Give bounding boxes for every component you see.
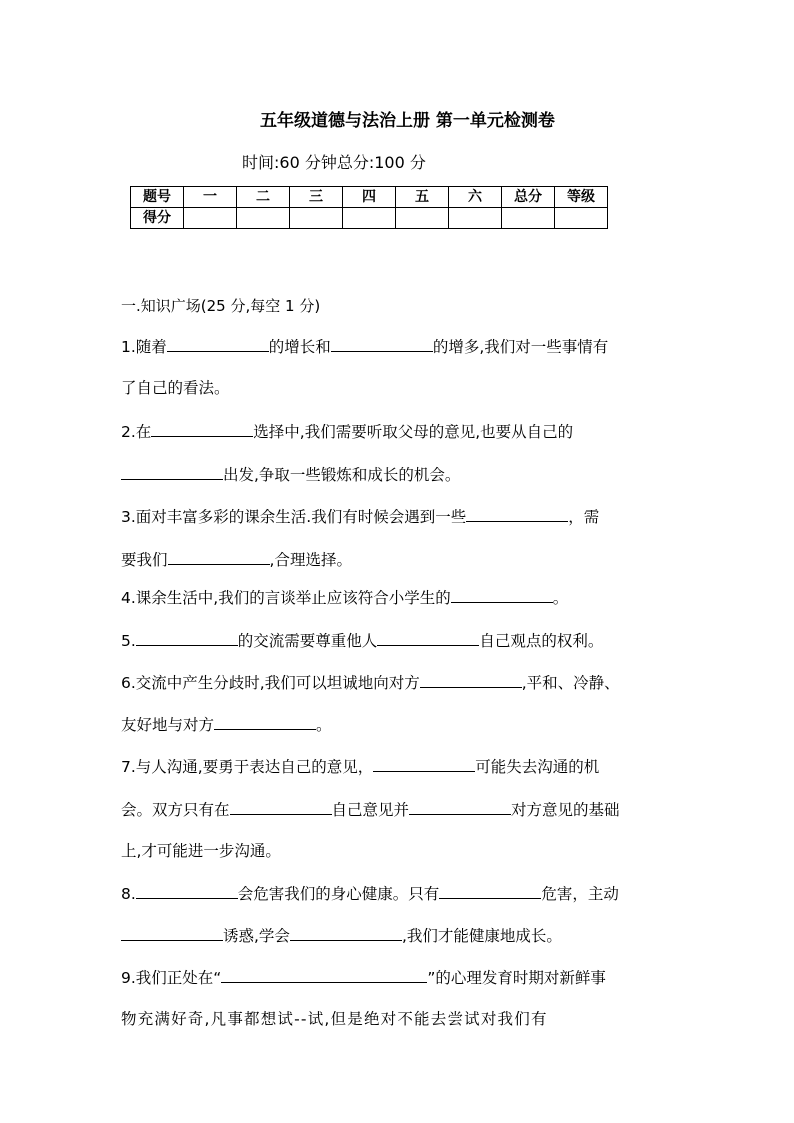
question-text: 选择中,我们需要听取父母的意见,也要从自己的 — [253, 423, 574, 441]
answer-blank[interactable] — [373, 753, 475, 772]
question-text: 自己意见并 — [331, 801, 410, 819]
question-1-line-1 — [121, 333, 677, 359]
question-text: 友好地与对方 — [121, 716, 215, 734]
question-text: 2.在 — [121, 423, 152, 441]
question-8-line-2 — [121, 922, 562, 948]
question-text: 8. — [121, 885, 136, 903]
question-text: 出发,争取一些锻炼和成长的机会。 — [223, 466, 461, 484]
score-table-header-cell: 二 — [237, 187, 290, 208]
score-table-header-cell: 总分 — [502, 187, 555, 208]
question-text: 物充满好奇,凡事都想试--试,但是绝对不能去尝试对我们有 — [121, 1010, 548, 1028]
score-cell[interactable] — [396, 208, 449, 229]
answer-blank[interactable] — [331, 333, 433, 352]
score-cell[interactable] — [555, 208, 608, 229]
question-text: 会危害我们的身心健康。只有 — [237, 885, 440, 903]
answer-blank[interactable] — [451, 584, 553, 603]
question-9-line-1 — [121, 964, 677, 990]
score-table — [130, 186, 608, 229]
question-text: 自己观点的权利。 — [479, 632, 604, 650]
question-text: 的增多,我们对一些事情有 — [432, 338, 609, 356]
score-cell[interactable] — [343, 208, 396, 229]
score-cell[interactable] — [184, 208, 237, 229]
question-5-line-1 — [121, 627, 603, 653]
score-table-header-cell: 四 — [343, 187, 396, 208]
question-text: ，需 — [568, 508, 600, 526]
question-9-line-2 — [121, 1006, 548, 1032]
answer-blank[interactable] — [377, 627, 479, 646]
question-text: 对方意见的基础 — [511, 801, 620, 819]
score-row-label: 得分 — [131, 208, 184, 229]
score-cell[interactable] — [449, 208, 502, 229]
score-table-header-cell: 等级 — [555, 187, 608, 208]
answer-blank[interactable] — [466, 503, 568, 522]
question-text: 3.面对丰富多彩的课余生活.我们有时候会遇到一些 — [121, 508, 467, 526]
score-cell[interactable] — [290, 208, 343, 229]
answer-blank[interactable] — [290, 922, 402, 941]
question-1-line-2 — [121, 375, 230, 401]
question-text: 7.与人沟通,要勇于表达自己的意见， — [121, 758, 374, 776]
question-4-line-1 — [121, 584, 568, 610]
score-cell[interactable] — [502, 208, 555, 229]
question-text: ,我们才能健康地成长。 — [401, 927, 562, 945]
answer-blank[interactable] — [214, 711, 316, 730]
question-6-line-2 — [121, 711, 332, 737]
question-7-line-3 — [121, 838, 281, 864]
question-text: 诱惑,学会 — [223, 927, 290, 945]
exam-info: 时间:60 分钟总分:100 分 — [242, 153, 426, 172]
question-text: 了自己的看法。 — [121, 379, 230, 397]
question-text: 9.我们正处在“ — [121, 969, 222, 987]
question-8-line-1 — [121, 880, 677, 906]
question-2-line-1 — [121, 418, 573, 444]
question-text: ,合理选择。 — [269, 551, 352, 569]
score-cell[interactable] — [237, 208, 290, 229]
answer-blank[interactable] — [121, 922, 223, 941]
answer-blank[interactable] — [121, 461, 223, 480]
score-table-header-cell: 五 — [396, 187, 449, 208]
answer-blank[interactable] — [136, 880, 238, 899]
question-text: 4.课余生活中,我们的言谈举止应该符合小学生的 — [121, 589, 451, 607]
question-text: 会。双方只有在 — [121, 801, 230, 819]
score-table-header-cell: 六 — [449, 187, 502, 208]
answer-blank[interactable] — [151, 418, 253, 437]
question-text: ”的心理发育时期对新鲜事 — [427, 969, 606, 987]
score-table-header-cell: 一 — [184, 187, 237, 208]
question-3-line-2 — [121, 546, 352, 572]
question-text: 6.交流中产生分歧时,我们可以坦诚地向对方 — [121, 674, 420, 692]
question-text: 的增长和 — [268, 338, 331, 356]
question-text: 的交流需要尊重他人 — [237, 632, 378, 650]
answer-blank[interactable] — [167, 333, 269, 352]
question-3-line-1 — [121, 503, 599, 529]
answer-blank[interactable] — [168, 546, 270, 565]
answer-blank[interactable] — [420, 669, 522, 688]
question-6-line-1 — [121, 669, 620, 695]
question-text: 可能失去沟通的机 — [475, 758, 600, 776]
question-text: 。 — [316, 716, 332, 734]
question-2-line-2 — [121, 461, 460, 487]
question-text: 1.随着 — [121, 338, 167, 356]
answer-blank[interactable] — [136, 627, 238, 646]
question-text: 。 — [552, 589, 569, 607]
question-text: 危害，主动 — [541, 885, 619, 903]
question-7-line-1 — [121, 753, 599, 779]
answer-blank[interactable] — [439, 880, 541, 899]
question-7-line-2 — [121, 796, 677, 822]
answer-blank[interactable] — [409, 796, 511, 815]
page-title: 五年级道德与法治上册 第一单元检测卷 — [260, 111, 555, 131]
question-text: ,平和、冷静、 — [521, 674, 620, 692]
score-table-header-cell: 题号 — [131, 187, 184, 208]
answer-blank[interactable] — [221, 964, 427, 983]
question-text: 5. — [121, 632, 136, 650]
score-table-header-row — [131, 187, 608, 208]
score-table-score-row — [131, 208, 608, 229]
section-title: 一.知识广场(25 分,每空 1 分) — [121, 297, 321, 315]
question-text: 要我们 — [121, 551, 168, 569]
question-text: 上,才可能进一步沟通。 — [121, 842, 281, 860]
score-table-header-cell: 三 — [290, 187, 343, 208]
answer-blank[interactable] — [230, 796, 332, 815]
